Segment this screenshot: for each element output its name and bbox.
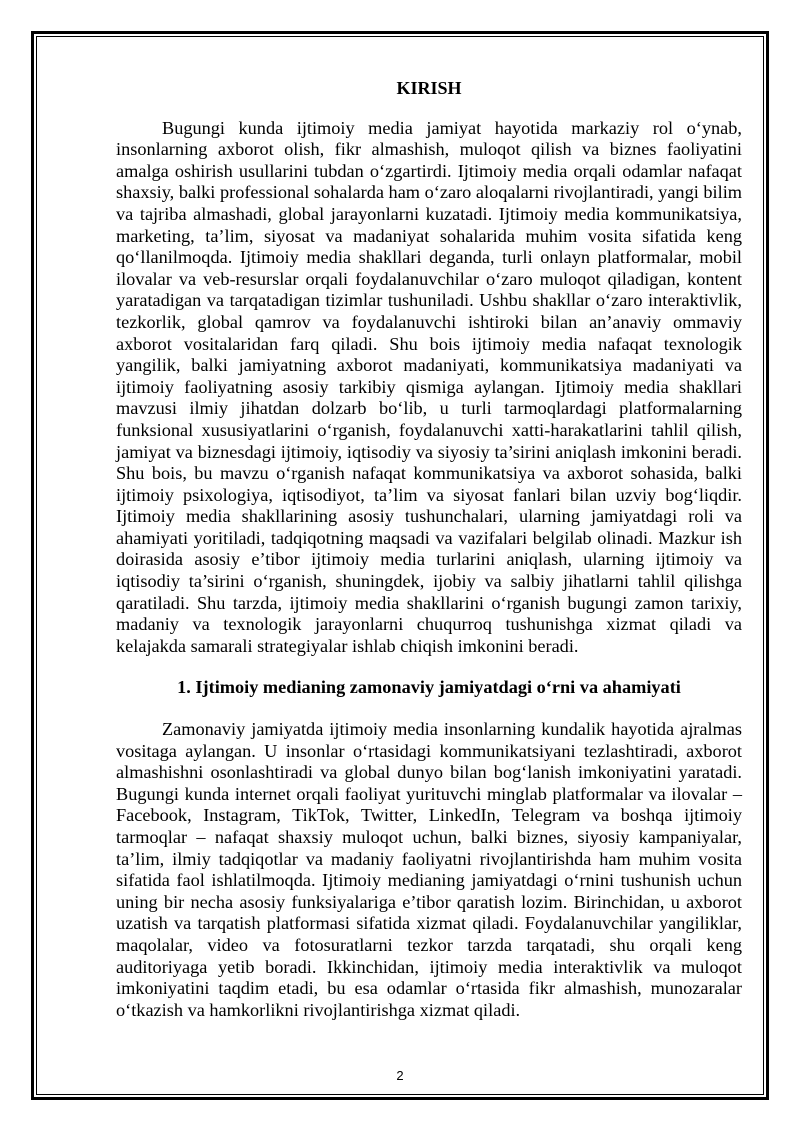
page-title: KIRISH bbox=[396, 78, 462, 98]
document-body bbox=[116, 78, 742, 1021]
section-heading: 1. Ijtimoiy medianing zamonaviy jamiyatdagi o‘rni va ahamiyati bbox=[177, 677, 681, 698]
page-number: 2 bbox=[396, 1068, 404, 1083]
section-paragraph: Zamonaviy jamiyatda ijtimoiy media insonlarning kundalik hayotida ajralmas vositaga aylangan. U insonlar o‘rtasidagi kommunikatsiyani tezlashtiradi, axborot almashishni osonlashtiradi va global dunyo bilan bog‘lanish imkoniyatini yaratadi. Bugungi kunda internet orqali faoliyat yurituvchi minglab platformalar va ilovalar – Facebook, Instagram, TikTok, Twitter, LinkedIn, Telegram va boshqa ijtimoiy tarmoqlar – nafaqat shaxsiy muloqot uchun, balki biznes, siyosiy kampaniyalar, ta’lim, ilmiy tadqiqotlar va madaniy faoliyatni rivojlantirishda ham muhim vosita sifatida faol ishlatilmoqda. Ijtimoiy medianing jamiyatdagi o‘rnini tushunish uchun uning bir necha asosiy funksiyalariga e’tibor qaratish lozim. Birinchidan, u axborot uzatish va tarqatish platformasi sifatida xizmat qiladi. Foydalanuvchilar yangiliklar, maqolalar, video va fotosuratlarni tezkor tarzda tarqatadi, shu orqali keng auditoriyaga yetib boradi. Ikkinchidan, ijtimoiy media interaktivlik va muloqot imkoniyatini taqdim etadi, bu esa odamlar o‘rtasida fikr almashish, munozaralar o‘tkazish va hamkorlikni rivojlantirishga xizmat qiladi. bbox=[116, 719, 742, 1020]
intro-paragraph: Bugungi kunda ijtimoiy media jamiyat hayotida markaziy rol o‘ynab, insonlarning axborot olish, fikr almashish, muloqot qilish va biznes faoliyatini amalga oshirish usullarini tubdan o‘zgartirdi. Ijtimoiy media orqali odamlar nafaqat shaxsiy, balki professional sohalarda ham o‘zaro aloqalarni rivojlantiradi, yangi bilim va tajriba almashadi, global jarayonlarni kuzatadi. Ijtimoiy media kommunikatsiya, marketing, ta’lim, siyosat va madaniyat sohalarida muhim vosita sifatida keng qo‘llanilmoqda. Ijtimoiy media shakllari deganda, turli onlayn platformalar, mobil ilovalar va veb-resurslar orqali foydalanuvchilar o‘zaro muloqot qiladigan, kontent yaratadigan va tarqatadigan tizimlar tushuniladi. Ushbu shakllar o‘zaro interaktivlik, tezkorlik, global qamrov va foydalanuvchi ishtiroki bilan an’anaviy ommaviy axborot vositalaridan farq qiladi. Shu bois ijtimoiy media nafaqat texnologik yangilik, balki jamiyatning axborot madaniyati, kommunikatsiya madaniyati va ijtimoiy faoliyatning asosiy tarkibiy qismiga aylangan. Ijtimoiy media shakllari mavzusi ilmiy jihatdan dolzarb bo‘lib, u turli tarmoqlardagi platformalarning funksional xususiyatlarini o‘rganish, foydalanuvchi xatti-harakatlarini tahlil qilish, jamiyat va biznesdagi ijtimoiy, iqtisodiy va siyosiy ta’sirini aniqlash imkonini beradi. Shu bois, bu mavzu o‘rganish nafaqat kommunikatsiya va axborot sohasida, balki ijtimoiy psixologiya, iqtisodiyot, ta’lim va siyosat fanlari bilan uzviy bog‘liqdir. Ijtimoiy media shakllarining asosiy tushunchalari, ularning jamiyatdagi roli va ahamiyati yoritiladi, tadqiqotning maqsadi va vazifalari belgilab olinadi. Mazkur ish doirasida asosiy e’tibor ijtimoiy media turlarini aniqlash, ularning ijtimoiy va iqtisodiy ta’sirini o‘rganish, shuningdek, ijobiy va salbiy jihatlarni tahlil qilishga qaratiladi. Shu tarzda, ijtimoiy media shakllarini o‘rganish bugungi zamon tarixiy, madaniy va texnologik jarayonlarni chuqurroq tushunishga xizmat qiladi va kelajakda samarali strategiyalar ishlab chiqish imkonini beradi. bbox=[116, 117, 742, 656]
